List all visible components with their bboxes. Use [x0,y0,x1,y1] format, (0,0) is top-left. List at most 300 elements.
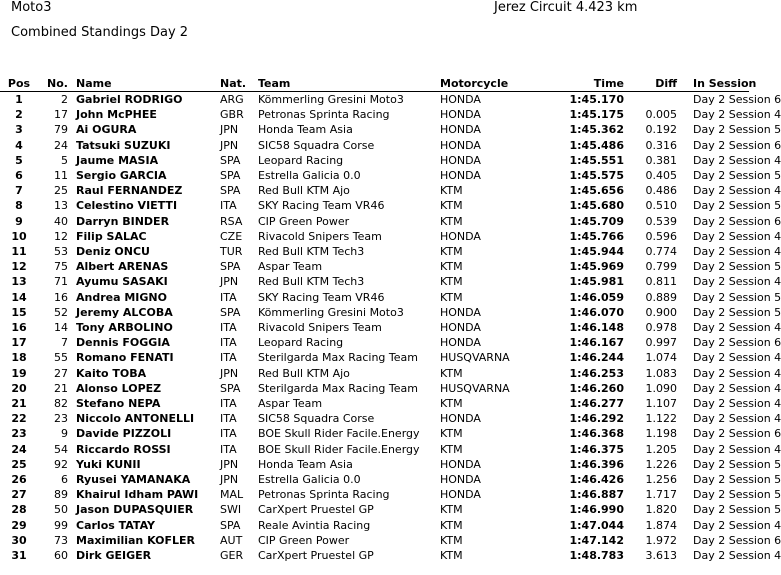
team-cell: Aspar Team [258,397,323,411]
nationality-cell: ITA [220,321,237,335]
pos-cell: 10 [11,229,27,243]
diff-cell: 1.090 [645,381,677,395]
motorcycle-cell: HONDA [440,229,481,243]
nationality-cell: ITA [220,290,237,304]
session-cell: Day 2 Session 6 [693,427,781,441]
pos-cell: 23 [11,427,27,441]
diff-cell: 0.811 [645,275,677,289]
diff-cell: 0.316 [645,138,677,152]
nationality-cell: GER [220,549,244,563]
nationality-cell: JPN [220,457,239,471]
pos-cell: 12 [11,260,27,274]
table-row [0,244,749,259]
table-row [0,274,749,289]
session-cell: Day 2 Session 4 [693,351,781,365]
pos-cell: 28 [11,503,27,517]
diff-cell: 0.900 [645,305,677,319]
team-cell: Rivacold Snipers Team [258,321,382,335]
rider-name-cell: Khairul Idham PAWI [76,488,199,502]
motorcycle-cell: HONDA [440,457,481,471]
diff-cell: 1.198 [645,427,677,441]
table-row [0,502,749,517]
nationality-cell: JPN [220,473,239,487]
time-cell: 1:46.887 [569,488,624,502]
nationality-cell: ITA [220,427,237,441]
motorcycle-cell: HONDA [440,412,481,426]
nationality-cell: JPN [220,138,239,152]
number-cell: 27 [54,366,68,380]
time-cell: 1:45.656 [569,184,624,198]
rider-name-cell: Kaito TOBA [76,366,147,380]
pos-cell: 24 [11,442,27,456]
session-cell: Day 2 Session 5 [693,169,781,183]
team-cell: Red Bull KTM Tech3 [258,245,365,259]
table-row [0,442,749,457]
col-header-name: Name [68,76,220,92]
motorcycle-cell: HONDA [440,153,481,167]
session-cell: Day 2 Session 4 [693,549,781,563]
time-cell: 1:45.551 [569,153,624,167]
motorcycle-cell: HONDA [440,488,481,502]
diff-cell: 0.997 [645,336,677,350]
time-cell: 1:45.969 [569,260,624,274]
team-cell: BOE Skull Rider Facile.Energy [258,442,420,456]
diff-cell: 0.510 [645,199,677,213]
pos-cell: 16 [11,321,27,335]
pos-cell: 29 [11,518,27,532]
pos-cell: 22 [11,412,27,426]
number-cell: 99 [54,518,68,532]
team-cell: SKY Racing Team VR46 [258,199,385,213]
pos-cell: 27 [11,488,27,502]
rider-name-cell: Andrea MIGNO [76,290,167,304]
number-cell: 7 [61,336,68,350]
pos-cell: 6 [15,169,23,183]
rider-name-cell: Jeremy ALCOBA [76,305,173,319]
table-row [0,472,749,487]
col-header-team: Team [258,76,440,92]
rider-name-cell: Gabriel RODRIGO [76,93,183,106]
time-cell: 1:45.362 [569,123,624,137]
pos-cell: 2 [15,108,23,122]
time-cell: 1:45.709 [569,214,624,228]
diff-cell: 1.107 [645,397,677,411]
pos-cell: 18 [11,351,27,365]
pos-cell: 3 [15,123,23,137]
nationality-cell: SWI [220,503,242,517]
time-cell: 1:45.170 [569,93,624,106]
nationality-cell: SPA [220,305,241,319]
pos-cell: 31 [11,549,27,563]
rider-name-cell: Jaume MASIA [76,153,159,167]
diff-cell: 0.486 [645,184,677,198]
session-cell: Day 2 Session 4 [693,184,781,198]
table-row [0,320,749,335]
rider-name-cell: Riccardo ROSSI [76,442,171,456]
diff-cell: 0.192 [645,123,677,137]
diff-cell: 1.074 [645,351,677,365]
table-row [0,335,749,350]
table-row [0,350,749,365]
nationality-cell: RSA [220,214,243,228]
pos-cell: 13 [11,275,27,289]
team-cell: CarXpert Pruestel GP [258,549,374,563]
nationality-cell: JPN [220,123,239,137]
table-row [0,168,749,183]
number-cell: 71 [54,275,68,289]
team-cell: Leopard Racing [258,153,344,167]
diff-cell: 1.226 [645,457,677,471]
team-cell: Sterilgarda Max Racing Team [258,381,418,395]
number-cell: 9 [61,427,68,441]
motorcycle-cell: HUSQVARNA [440,351,510,365]
time-cell: 1:46.375 [569,442,624,456]
time-cell: 1:46.426 [569,473,624,487]
session-cell: Day 2 Session 5 [693,488,781,502]
rider-name-cell: Niccolo ANTONELLI [76,412,195,426]
team-cell: Red Bull KTM Tech3 [258,275,365,289]
motorcycle-cell: HONDA [440,169,481,183]
motorcycle-cell: KTM [440,245,463,259]
team-cell: CIP Green Power [258,533,350,547]
pos-cell: 15 [11,305,27,319]
nationality-cell: JPN [220,275,239,289]
col-header-pos: Pos [0,76,38,92]
rider-name-cell: Romano FENATI [76,351,174,365]
number-cell: 25 [54,184,68,198]
nationality-cell: CZE [220,229,243,243]
rider-name-cell: Filip SALAC [76,229,147,243]
diff-cell: 1.820 [645,503,677,517]
table-row [0,153,749,168]
table-row [0,548,749,563]
team-cell: SIC58 Squadra Corse [258,412,375,426]
number-cell: 82 [54,397,68,411]
motorcycle-cell: KTM [440,397,463,411]
rider-name-cell: Maximilian KOFLER [76,533,195,547]
session-cell: Day 2 Session 5 [693,473,781,487]
motorcycle-cell: KTM [440,275,463,289]
session-cell: Day 2 Session 5 [693,457,781,471]
standings-table [0,76,781,563]
nationality-cell: ITA [220,412,237,426]
table-row [0,122,749,137]
team-cell: CarXpert Pruestel GP [258,503,374,517]
time-cell: 1:46.396 [569,457,624,471]
number-cell: 2 [61,93,68,106]
nationality-cell: GBR [220,108,244,122]
team-cell: Red Bull KTM Ajo [258,184,350,198]
number-cell: 12 [54,229,68,243]
session-cell: Day 2 Session 4 [693,366,781,380]
motorcycle-cell: HONDA [440,473,481,487]
standings-body [0,92,781,564]
motorcycle-cell: HONDA [440,138,481,152]
diff-cell: 0.539 [645,214,677,228]
pos-cell: 21 [11,397,27,411]
motorcycle-cell: KTM [440,184,463,198]
number-cell: 14 [54,321,68,335]
team-cell: Aspar Team [258,260,323,274]
pos-cell: 9 [15,214,23,228]
time-cell: 1:47.044 [569,518,624,532]
rider-name-cell: Darryn BINDER [76,214,170,228]
pos-cell: 30 [11,533,27,547]
session-cell: Day 2 Session 6 [693,336,781,350]
session-cell: Day 2 Session 5 [693,305,781,319]
rider-name-cell: Albert ARENAS [76,260,169,274]
pos-cell: 19 [11,366,27,380]
nationality-cell: SPA [220,153,241,167]
diff-cell: 0.889 [645,290,677,304]
pos-cell: 20 [11,381,27,395]
time-cell: 1:45.981 [569,275,624,289]
team-cell: CIP Green Power [258,214,350,228]
time-cell: 1:47.142 [569,533,624,547]
diff-cell: 3.613 [645,549,677,563]
session-cell: Day 2 Session 4 [693,381,781,395]
time-cell: 1:46.070 [569,305,624,319]
rider-name-cell: Dennis FOGGIA [76,336,170,350]
nationality-cell: TUR [220,245,243,259]
number-cell: 92 [54,457,68,471]
number-cell: 79 [54,123,68,137]
number-cell: 60 [54,549,68,563]
number-cell: 52 [54,305,68,319]
pos-cell: 11 [11,245,27,259]
number-cell: 21 [54,381,68,395]
motorcycle-cell: KTM [440,214,463,228]
rider-name-cell: Sergio GARCIA [76,169,167,183]
team-cell: Reale Avintia Racing [258,518,371,532]
rider-name-cell: Tatsuki SUZUKI [76,138,171,152]
pos-cell: 17 [11,336,27,350]
team-cell: Estrella Galicia 0.0 [258,169,361,183]
team-cell: BOE Skull Rider Facile.Energy [258,427,420,441]
session-cell: Day 2 Session 6 [693,214,781,228]
number-cell: 55 [54,351,68,365]
motorcycle-cell: KTM [440,442,463,456]
nationality-cell: SPA [220,260,241,274]
diff-cell: 1.874 [645,518,677,532]
table-row [0,411,749,426]
diff-cell: 1.083 [645,366,677,380]
session-cell: Day 2 Session 4 [693,442,781,456]
number-cell: 23 [54,412,68,426]
motorcycle-cell: HONDA [440,108,481,122]
motorcycle-cell: HONDA [440,93,481,106]
table-row [0,183,749,198]
table-row [0,426,749,441]
number-cell: 13 [54,199,68,213]
team-cell: Sterilgarda Max Racing Team [258,351,418,365]
motorcycle-cell: KTM [440,503,463,517]
session-cell: Day 2 Session 5 [693,290,781,304]
nationality-cell: ITA [220,442,237,456]
number-cell: 53 [54,245,68,259]
diff-cell: 0.978 [645,321,677,335]
table-row [0,533,749,548]
time-cell: 1:45.944 [569,245,624,259]
session-cell: Day 2 Session 4 [693,229,781,243]
team-cell: Kömmerling Gresini Moto3 [258,93,404,106]
motorcycle-cell: KTM [440,518,463,532]
table-row [0,305,749,320]
table-row [0,457,749,472]
diff-cell: 0.799 [645,260,677,274]
team-cell: Leopard Racing [258,336,344,350]
rider-name-cell: Ryusei YAMANAKA [76,473,191,487]
table-row [0,107,749,122]
diff-cell: 1.972 [645,533,677,547]
col-header-motorcycle: Motorcycle [440,76,534,92]
time-cell: 1:45.486 [569,138,624,152]
motorcycle-cell: KTM [440,427,463,441]
number-cell: 5 [61,153,68,167]
pos-cell: 14 [11,290,27,304]
nationality-cell: SPA [220,518,241,532]
number-cell: 50 [54,503,68,517]
team-cell: Honda Team Asia [258,123,353,137]
time-cell: 1:46.167 [569,336,624,350]
nationality-cell: SPA [220,169,241,183]
nationality-cell: ITA [220,351,237,365]
diff-cell: 0.005 [645,108,677,122]
diff-cell: 1.205 [645,442,677,456]
table-row [0,518,749,533]
number-cell: 17 [54,108,68,122]
motorcycle-cell: KTM [440,533,463,547]
diff-cell: 1.717 [645,488,677,502]
pos-cell: 7 [15,184,23,198]
time-cell: 1:46.368 [569,427,624,441]
rider-name-cell: Deniz ONCU [76,245,150,259]
session-cell: Day 2 Session 4 [693,245,781,259]
session-cell: Day 2 Session 4 [693,108,781,122]
time-cell: 1:45.175 [569,108,624,122]
time-cell: 1:45.766 [569,229,624,243]
table-row [0,229,749,244]
rider-name-cell: Tony ARBOLINO [76,321,173,335]
pos-cell: 8 [15,199,23,213]
col-header-no: No. [38,76,68,92]
motorcycle-cell: KTM [440,290,463,304]
nationality-cell: AUT [220,533,243,547]
table-row [0,487,749,502]
time-cell: 1:48.783 [569,549,624,563]
number-cell: 16 [54,290,68,304]
col-header-session: In Session [677,76,749,92]
pos-cell: 1 [15,93,23,106]
motorcycle-cell: KTM [440,260,463,274]
motorcycle-cell: HUSQVARNA [440,381,510,395]
nationality-cell: ITA [220,336,237,350]
rider-name-cell: Raul FERNANDEZ [76,184,183,198]
col-header-diff: Diff [624,76,677,92]
motorcycle-cell: KTM [440,366,463,380]
rider-name-cell: Stefano NEPA [76,397,161,411]
diff-cell: 0.774 [645,245,677,259]
time-cell: 1:45.680 [569,199,624,213]
diff-cell: 0.405 [645,169,677,183]
motorcycle-cell: HONDA [440,321,481,335]
session-cell: Day 2 Session 5 [693,199,781,213]
rider-name-cell: Carlos TATAY [76,518,156,532]
session-cell: Day 2 Session 4 [693,275,781,289]
rider-name-cell: Ayumu SASAKI [76,275,168,289]
motorcycle-cell: KTM [440,199,463,213]
number-cell: 54 [54,442,68,456]
session-cell: Day 2 Session 4 [693,518,781,532]
number-cell: 40 [54,214,68,228]
session-cell: Day 2 Session 6 [693,533,781,547]
time-cell: 1:46.148 [569,321,624,335]
nationality-cell: ITA [220,199,237,213]
session-cell: Day 2 Session 5 [693,123,781,137]
team-cell: Estrella Galicia 0.0 [258,473,361,487]
rider-name-cell: Dirk GEIGER [76,549,152,563]
rider-name-cell: Jason DUPASQUIER [76,503,194,517]
team-cell: Honda Team Asia [258,457,353,471]
motorcycle-cell: KTM [440,549,463,563]
rider-name-cell: Davide PIZZOLI [76,427,172,441]
col-header-nat: Nat. [220,76,258,92]
session-cell: Day 2 Session 6 [693,93,781,106]
team-cell: Rivacold Snipers Team [258,229,382,243]
session-cell: Day 2 Session 4 [693,397,781,411]
time-cell: 1:46.244 [569,351,624,365]
rider-name-cell: Celestino VIETTI [76,199,178,213]
team-cell: Petronas Sprinta Racing [258,108,390,122]
table-header-row [0,76,749,92]
time-cell: 1:46.059 [569,290,624,304]
number-cell: 24 [54,138,68,152]
time-cell: 1:46.292 [569,412,624,426]
page-subtitle: Combined Standings Day 2 [11,25,189,40]
team-cell: SIC58 Squadra Corse [258,138,375,152]
time-cell: 1:45.575 [569,169,624,183]
diff-cell: 0.596 [645,229,677,243]
team-cell: Kömmerling Gresini Moto3 [258,305,404,319]
nationality-cell: SPA [220,381,241,395]
session-cell: Day 2 Session 5 [693,503,781,517]
time-cell: 1:46.253 [569,366,624,380]
session-cell: Day 2 Session 4 [693,153,781,167]
motorcycle-cell: HONDA [440,305,481,319]
team-cell: Red Bull KTM Ajo [258,366,350,380]
table-row [0,396,749,411]
time-cell: 1:46.260 [569,381,624,395]
rider-name-cell: John McPHEE [76,108,157,122]
nationality-cell: MAL [220,488,244,502]
diff-cell: 1.122 [645,412,677,426]
nationality-cell: ARG [220,93,244,106]
number-cell: 89 [54,488,68,502]
pos-cell: 5 [15,153,23,167]
pos-cell: 25 [11,457,27,471]
time-cell: 1:46.990 [569,503,624,517]
diff-cell [624,92,677,108]
number-cell: 75 [54,260,68,274]
team-cell: SKY Racing Team VR46 [258,290,385,304]
diff-cell: 0.381 [645,153,677,167]
table-row [0,138,749,153]
motorcycle-cell: HONDA [440,336,481,350]
col-header-time: Time [534,76,624,92]
number-cell: 11 [54,169,68,183]
pos-cell: 4 [15,138,23,152]
nationality-cell: ITA [220,397,237,411]
